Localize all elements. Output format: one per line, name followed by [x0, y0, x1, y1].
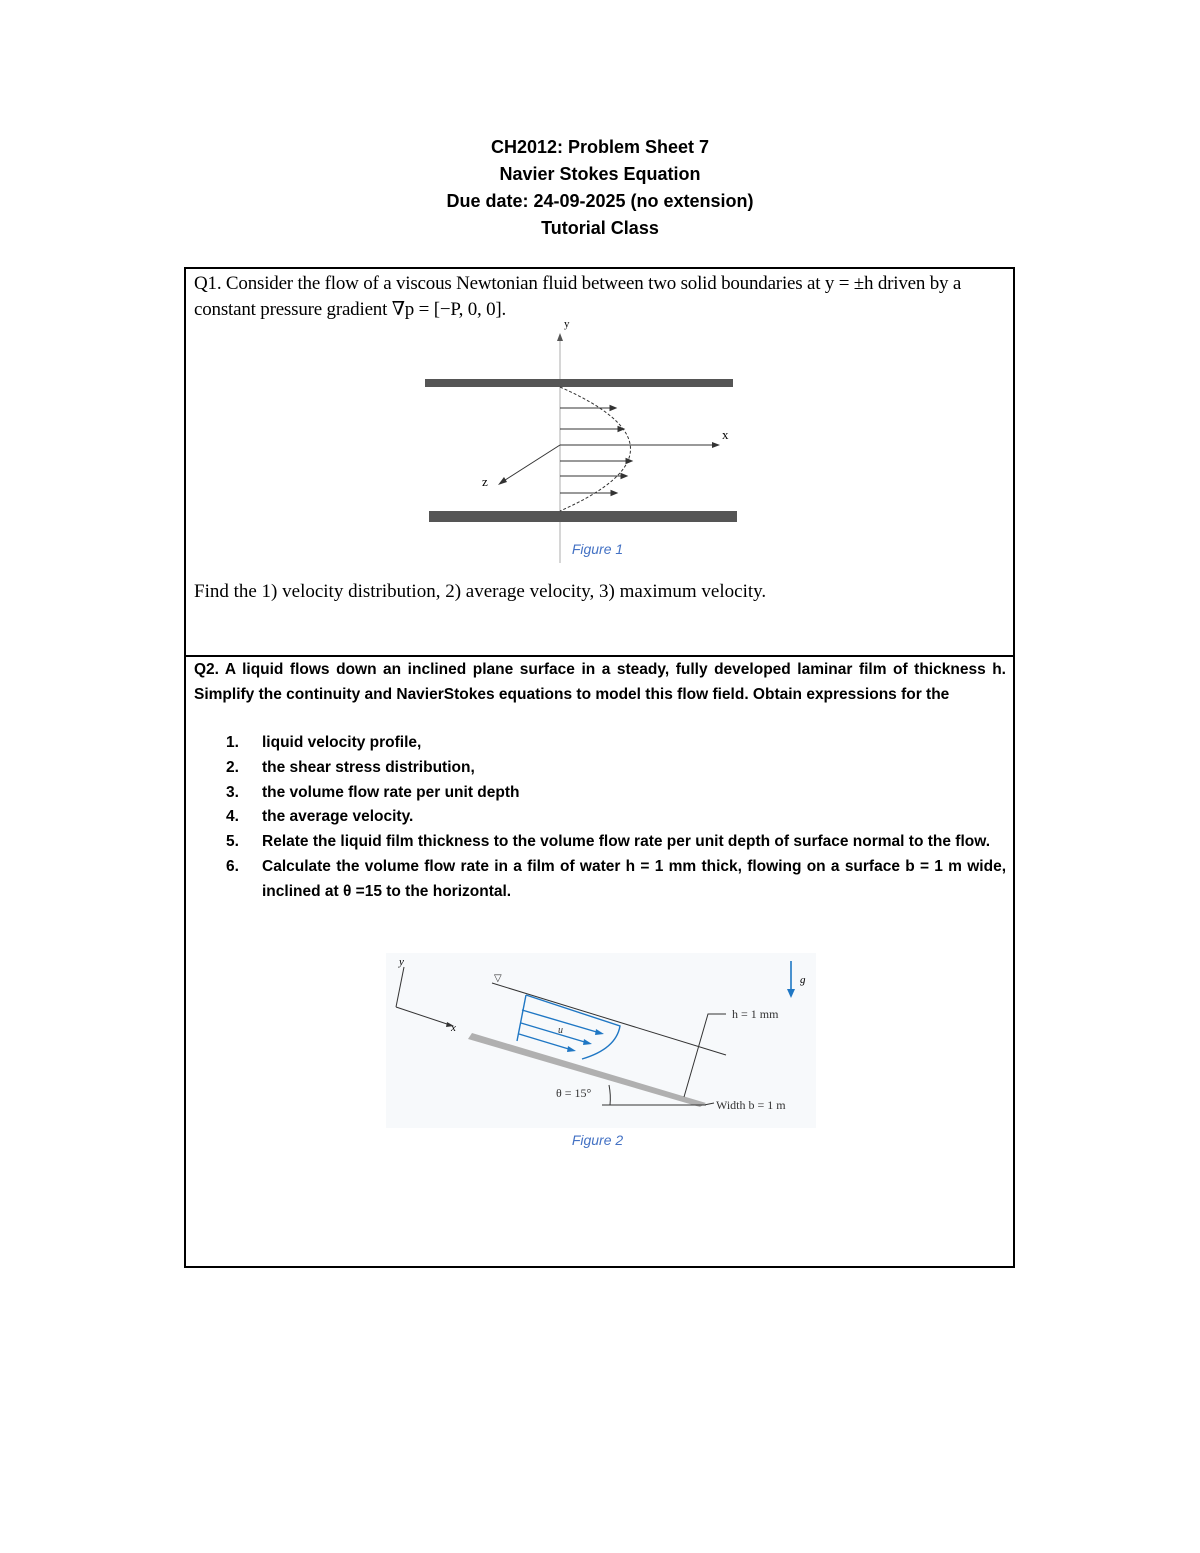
q2-task-list	[226, 731, 1006, 905]
fig1-z-label: z	[482, 474, 488, 489]
fig2-y-label: y	[399, 956, 404, 968]
width-label: Width b = 1 m	[716, 1098, 786, 1112]
fig1-y-label: y	[564, 319, 570, 330]
fig1-x-label: x	[722, 427, 729, 442]
fig2-u-label: u	[558, 1025, 563, 1036]
q1-statement: Q1. Consider the flow of a viscous Newtonian fluid between two solid boundaries at y = ±h driven by a constant pressure gradient ∇p = [−P, 0, 0].	[194, 273, 962, 320]
x-axis-arrowhead	[712, 442, 720, 448]
z-axis-arrowhead	[498, 477, 507, 485]
course-title: CH2012: Problem Sheet 7	[490, 137, 710, 157]
due-date: Due date: 24-09-2025 (no extension)	[446, 191, 754, 211]
sheet-header	[0, 134, 1200, 242]
topic-title: Navier Stokes Equation	[499, 164, 701, 184]
top-plate	[425, 379, 733, 387]
angle-label: θ = 15°	[556, 1086, 592, 1100]
q2-statement: Q2. A liquid flows down an inclined plane surface in a steady, fully developed laminar film of thickness h. Simplify the continuity and NavierStokes equations to model this flow field. Obtain expressions for the	[194, 661, 1006, 703]
list-item: 1. liquid velocity profile,	[226, 734, 422, 751]
bottom-plate	[429, 511, 737, 522]
velocity-arrows	[560, 406, 632, 496]
list-item: 3. the volume flow rate per unit depth	[226, 783, 520, 801]
list-item: 6. Calculate the volume flow rate in a film of water h = 1 mm thick, flowing on a surface b = 1 m wide, inclined at θ =15 to the horizontal.	[226, 857, 1006, 900]
fig2-x-label: x	[451, 1022, 456, 1034]
figure-1-caption: Figure 1	[571, 541, 624, 557]
q1-tasks: Find the 1) velocity distribution, 2) average velocity, 3) maximum velocity.	[194, 581, 767, 602]
y-axis-arrowhead	[557, 333, 563, 341]
figure-2-inclined-film	[186, 953, 1017, 1133]
list-item: 4. the average velocity.	[226, 808, 414, 826]
question-2-box	[184, 655, 1015, 1268]
z-axis-line	[502, 445, 560, 482]
free-surface-marker: ▽	[494, 973, 502, 984]
velocity-profile-curve	[560, 387, 631, 511]
thickness-label: h = 1 mm	[732, 1007, 779, 1021]
list-item: 5. Relate the liquid film thickness to the volume flow rate per unit depth of surface normal to the flow.	[226, 833, 991, 851]
figure-1-channel-flow	[186, 319, 1017, 579]
question-1-box	[184, 267, 1015, 657]
fig2-g-label: g	[800, 974, 806, 986]
figure-2-caption: Figure 2	[571, 1132, 624, 1148]
session-label: Tutorial Class	[541, 218, 659, 238]
list-item: 2. the shear stress distribution,	[226, 758, 475, 776]
